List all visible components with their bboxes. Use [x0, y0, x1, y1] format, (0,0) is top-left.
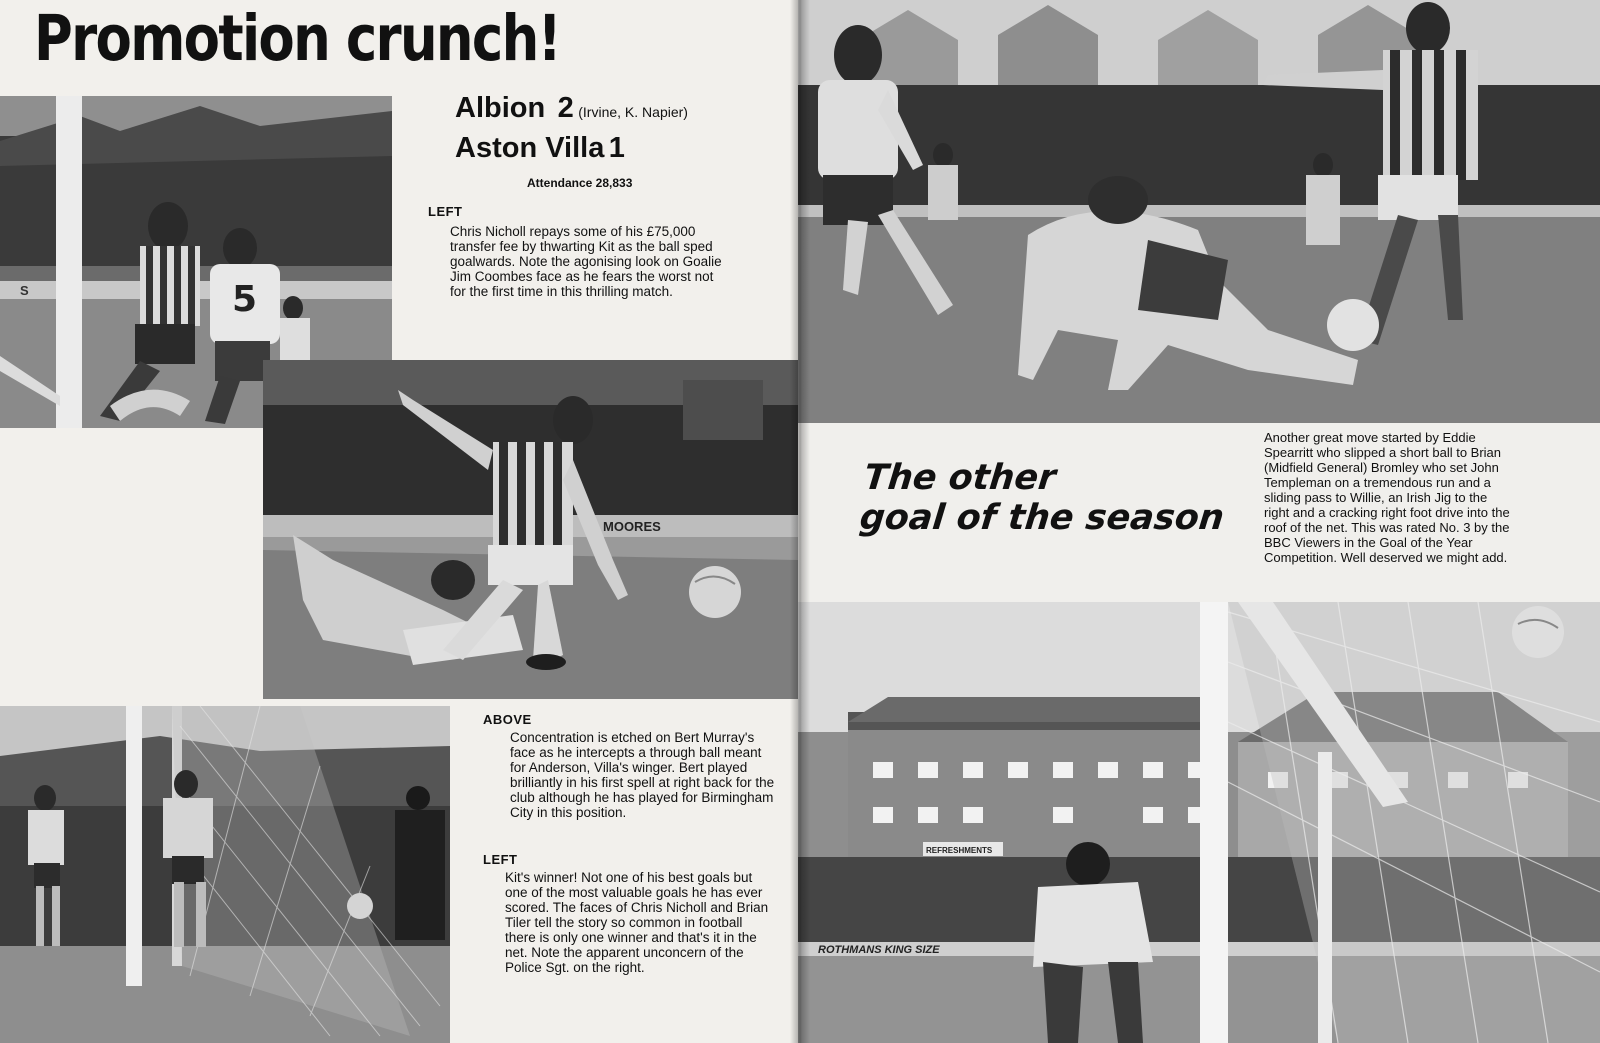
- heading-line-1: The other: [862, 458, 1058, 498]
- right-page: [798, 0, 1600, 1043]
- away-team: Aston Villa: [455, 132, 605, 164]
- photo-goal-into-net: [798, 602, 1600, 1043]
- hoarding-rothmans: ROTHMANS KING SIZE: [818, 944, 940, 956]
- caption-above-text: Concentration is etched on Bert Murray's face as he intercepts a through ball meant for Anderson, Villa's winger. Bert played brilliantly in his first spell at right back for the club although he has played for Birmingham City in this position.: [510, 730, 775, 820]
- home-scorers: (Irvine, K. Napier): [578, 104, 688, 120]
- caption-above-label: ABOVE: [483, 712, 532, 727]
- away-score: 1: [608, 132, 625, 164]
- attendance: Attendance 28,833: [527, 176, 633, 190]
- hoarding-moores: MOORES: [603, 519, 661, 534]
- photo-intercept: [263, 360, 798, 699]
- shirt-number: 5: [232, 279, 258, 320]
- goal-of-season-caption: Another great move started by Eddie Spearritt who slipped a short ball to Brian (Midfield General) Bromley who set John Templeman on a tremendous run and a sliding pass to Willie, an Irish Jig to the right and a cracking right foot drive into the roof of the net. This was rated No. 3 by the BBC Viewers in the Goal of the Year Competition. Well deserved we might add.: [1264, 430, 1510, 565]
- left-page: [0, 0, 798, 1043]
- result-away: [455, 132, 625, 165]
- hoarding-refreshments: REFRESHMENTS: [926, 846, 993, 855]
- photo-sliding-tackle: [798, 0, 1600, 423]
- caption-top-label: LEFT: [428, 204, 463, 219]
- goal-of-season-heading: [858, 458, 1230, 538]
- home-score: 2: [557, 92, 574, 124]
- result-home: [455, 92, 688, 125]
- photo-winner-in-net: [0, 706, 450, 1043]
- heading-line-2: goal of the season: [857, 498, 1226, 538]
- svg-text:S: S: [20, 283, 29, 298]
- caption-bottom-label: LEFT: [483, 852, 518, 867]
- caption-bottom-text: Kit's winner! Not one of his best goals but one of the most valuable goals he has ever scored. The faces of Chris Nicholl and Brian Tiler tell the story so common in football there is only one winner and that's it in the net. Note the apparent unconcern of the Police Sgt. on the right.: [505, 870, 769, 975]
- headline: Promotion crunch!: [34, 2, 561, 75]
- home-team: Albion: [455, 92, 546, 124]
- caption-top-text: Chris Nicholl repays some of his £75,000 transfer fee by thwarting Kit as the ball sped goalwards. Note the agonising look on Goalie Jim Coombes face as he fears the worst not for the first time in this thrilling match.: [450, 224, 722, 299]
